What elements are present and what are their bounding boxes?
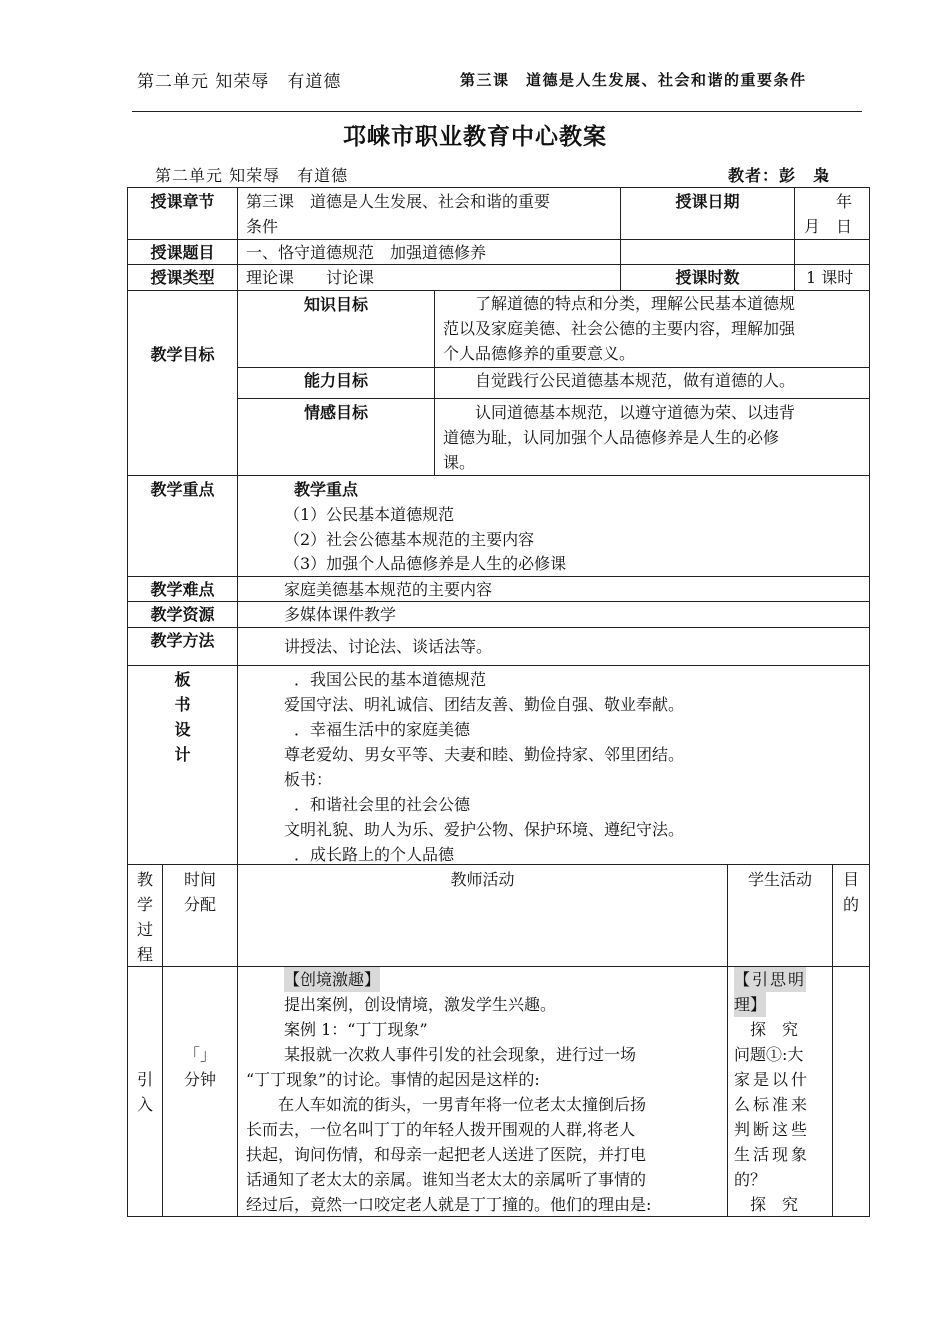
student-line-3: 探 究 bbox=[734, 1020, 799, 1039]
resource-value: 多媒体课件教学 bbox=[284, 605, 397, 624]
board-line-8: ．成长路上的个人品德 bbox=[294, 845, 455, 864]
resource-label: 教学资源 bbox=[150, 605, 215, 624]
date-year: 年 bbox=[836, 192, 853, 211]
key-point-3: （3）加强个人品德修养是人生的必修课 bbox=[284, 554, 567, 573]
board-label-1: 板 bbox=[174, 670, 191, 689]
date-label: 授课日期 bbox=[675, 192, 740, 211]
knowledge-goal-line-2: 范以及家庭美德、社会公德的主要内容，理解加强 bbox=[443, 319, 796, 338]
teacher-line-6: 在人车如流的街头，一男青年将一位老太太撞倒后扬 bbox=[246, 1095, 647, 1114]
board-line-3: ．幸福生活中的家庭美德 bbox=[294, 720, 471, 739]
emotion-goal-line-1: 认同道德基本规范，以遵守道德为荣、以违背 bbox=[443, 403, 796, 422]
process-label-1: 教 bbox=[136, 870, 153, 889]
unit-subheader: 第二单元 知荣辱 有道德 bbox=[155, 166, 349, 185]
board-label-3: 设 bbox=[174, 720, 191, 739]
student-line-1: 【引思明 bbox=[734, 967, 806, 992]
student-activity-header: 学生活动 bbox=[747, 870, 812, 889]
key-points-label: 教学重点 bbox=[150, 480, 215, 499]
student-line-2: 理】 bbox=[734, 992, 766, 1017]
student-line-4: 问题①:大 bbox=[734, 1045, 804, 1064]
board-label-2: 书 bbox=[174, 695, 191, 714]
chapter-value-line-2: 条件 bbox=[246, 217, 279, 236]
key-point-1: （1）公民基本道德规范 bbox=[284, 505, 455, 524]
type-value: 理论课 讨论课 bbox=[246, 268, 375, 287]
board-line-1: ．我国公民的基本道德规范 bbox=[294, 670, 487, 689]
knowledge-goal-line-3: 个人品德修养的重要意义。 bbox=[443, 344, 636, 363]
intro-label-2: 入 bbox=[136, 1095, 153, 1114]
knowledge-goal-line-1: 了解道德的特点和分类，理解公民基本道德规 bbox=[443, 294, 796, 313]
ability-goal-value: 自觉践行公民道德基本规范，做有道德的人。 bbox=[443, 371, 796, 390]
method-value: 讲授法、讨论法、谈话法等。 bbox=[284, 637, 493, 656]
emotion-goal-line-3: 课。 bbox=[443, 453, 476, 472]
hours-value: 1 课时 bbox=[806, 268, 854, 287]
teacher-line-7: 长而去，一位名叫丁丁的年轻人拨开围观的人群,将老人 bbox=[246, 1120, 636, 1139]
method-label: 教学方法 bbox=[150, 631, 215, 650]
knowledge-goal-label: 知识目标 bbox=[303, 295, 368, 314]
board-line-6: ．和谐社会里的社会公德 bbox=[294, 795, 471, 814]
emotion-goal-label: 情感目标 bbox=[303, 403, 368, 422]
teacher-line-2: 提出案例，创设情境，激发学生兴趣。 bbox=[284, 995, 557, 1014]
student-line-9: 的？ bbox=[734, 1170, 767, 1189]
student-line-5: 家是以什 bbox=[734, 1070, 811, 1089]
page-header-left: 第二单元 知荣辱 有道德 bbox=[137, 72, 342, 92]
hours-label: 授课时数 bbox=[675, 268, 740, 287]
emotion-goal-line-2: 道德为耻，认同加强个人品德修养是人生的必修 bbox=[443, 428, 780, 447]
teacher-name: 教者：彭 枭 bbox=[728, 166, 831, 185]
chapter-value-line-1: 第三课 道德是人生发展、社会和谐的重要 bbox=[246, 192, 551, 211]
student-line-8: 生活现象 bbox=[734, 1145, 811, 1164]
process-label-2: 学 bbox=[136, 895, 153, 914]
board-line-7: 文明礼貌、助人为乐、爱护公物、保护环境、遵纪守法。 bbox=[284, 820, 685, 839]
goals-label: 教学目标 bbox=[150, 345, 215, 364]
difficulty-value: 家庭美德基本规范的主要内容 bbox=[284, 580, 493, 599]
intro-time-2: 分钟 bbox=[183, 1070, 216, 1089]
teacher-line-3: 案例 1：“丁丁现象” bbox=[284, 1020, 428, 1039]
teacher-line-4: 某报就一次救人事件引发的社会现象，进行过一场 bbox=[284, 1045, 637, 1064]
board-label-4: 计 bbox=[174, 745, 191, 764]
page-header-right: 第三课 道德是人生发展、社会和谐的重要条件 bbox=[460, 71, 807, 89]
student-line-10: 探 究 bbox=[734, 1195, 799, 1214]
date-month-day: 月 日 bbox=[804, 217, 853, 236]
time-label-2: 分配 bbox=[183, 895, 216, 914]
teacher-line-8: 扶起，询问伤情，和母亲一起把老人送进了医院，并打电 bbox=[246, 1145, 647, 1164]
chapter-label: 授课章节 bbox=[150, 192, 215, 211]
key-point-2: （2）社会公德基本规范的主要内容 bbox=[284, 530, 535, 549]
type-label: 授课类型 bbox=[150, 268, 215, 287]
purpose-header-2: 的 bbox=[842, 895, 859, 914]
header-divider bbox=[132, 111, 862, 112]
key-points-title: 教学重点 bbox=[294, 480, 359, 499]
teacher-activity-header: 教师活动 bbox=[450, 870, 515, 889]
difficulty-label: 教学难点 bbox=[150, 580, 215, 599]
topic-label: 授课题目 bbox=[150, 243, 215, 262]
board-line-2: 爱国守法、明礼诚信、团结友善、勤俭自强、敬业奉献。 bbox=[284, 695, 685, 714]
board-line-4: 尊老爱幼、男女平等、夫妻和睦、勤俭持家、邻里团结。 bbox=[284, 745, 685, 764]
intro-label-1: 引 bbox=[136, 1070, 153, 1089]
intro-time-1: 「」 bbox=[183, 1045, 216, 1064]
student-line-6: 么标准来 bbox=[734, 1095, 811, 1114]
teacher-line-1: 【创境激趣】 bbox=[284, 967, 380, 992]
purpose-header-1: 目 bbox=[842, 870, 859, 889]
board-line-5: 板书： bbox=[284, 770, 333, 789]
topic-value: 一、恪守道德规范 加强道德修养 bbox=[246, 243, 487, 262]
teacher-line-9: 话通知了老太太的亲属。谁知当老太太的亲属听了事情的 bbox=[246, 1170, 647, 1189]
document-title: 邛崃市职业教育中心教案 bbox=[343, 124, 607, 150]
ability-goal-label: 能力目标 bbox=[303, 371, 368, 390]
teacher-line-5: “丁丁现象”的讨论。事情的起因是这样的: bbox=[246, 1070, 540, 1089]
student-line-7: 判断这些 bbox=[734, 1120, 811, 1139]
process-label-4: 程 bbox=[136, 945, 153, 964]
teacher-line-10: 经过后，竟然一口咬定老人就是丁丁撞的。他们的理由是: bbox=[246, 1195, 652, 1214]
process-label-3: 过 bbox=[136, 920, 153, 939]
time-label-1: 时间 bbox=[183, 870, 216, 889]
